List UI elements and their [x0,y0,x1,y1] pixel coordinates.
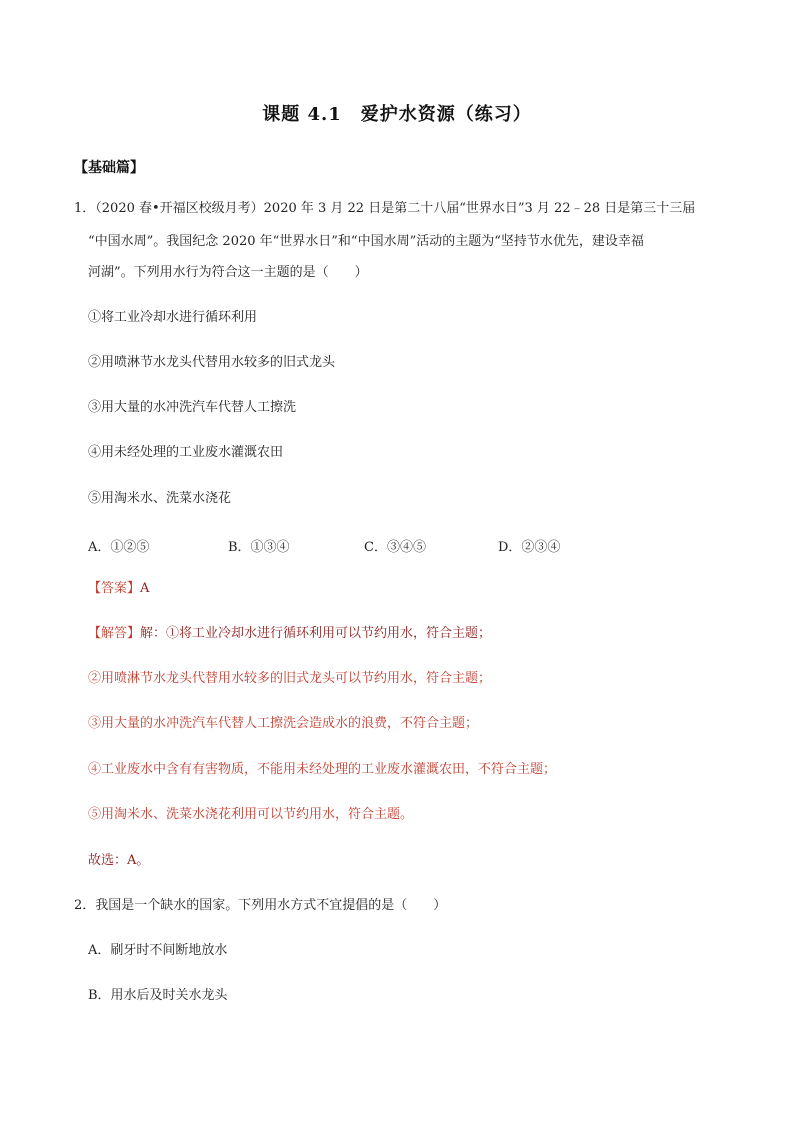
section-heading-basic: 【基础篇】 [74,160,144,176]
analysis-label: 【解答】 [88,626,141,641]
choice-a: A．①②⑤ [88,540,150,555]
analysis-line-2: ②用喷淋节水龙头代替用水较多的旧式龙头可以节约用水，符合主题； [88,671,492,686]
analysis-line-3: ③用大量的水冲洗汽车代替人工擦洗会造成水的浪费，不符合主题； [88,716,479,731]
question-2-choice-b: B．用水后及时关水龙头 [88,988,228,1003]
question-1-choices [88,536,648,554]
question-2-choice-a: A．刷牙时不间断地放水 [88,943,228,958]
choice-b: B．①③④ [228,540,290,555]
question-2-stem: 2．我国是一个缺水的国家。下列用水方式不宜提倡的是（ ） [74,898,447,913]
question-1-statement-5: ⑤用淘米水、洗菜水浇花 [88,491,232,506]
analysis-first-line: 解：①将工业冷却水进行循环利用可以节约用水，符合主题； [140,626,492,641]
analysis-conclusion: 故选：A。 [88,853,150,868]
analysis-line-4: ④工业废水中含有有害物质，不能用未经处理的工业废水灌溉农田，不符合主题； [88,762,557,777]
analysis-row [88,626,491,642]
question-1-stem-line-2: “中国水周”。我国纪念 2020 年“世界水日”和“中国水周”活动的主题为“坚持节水优先，建设幸福 [88,234,644,249]
question-1-statement-1: ①将工业冷却水进行循环利用 [88,310,258,325]
question-1-statement-4: ④用未经处理的工业废水灌溉农田 [88,445,284,460]
question-1-stem-line-1: 1．（2020 春•开福区校级月考）2020 年 3 月 22 日是第二十八届“世界水日”3 月 22﹣28 日是第三十三届 [74,201,696,216]
answer-label: 【答案】 [88,581,141,596]
question-1-stem-line-3: 河湖”。下列用水行为符合这一主题的是（ ） [88,265,368,280]
choice-c: C．③④⑤ [364,540,426,555]
choice-d: D．②③④ [498,540,561,555]
page-title: 课题 4.1 爱护水资源（练习） [262,104,532,125]
analysis-line-5: ⑤用淘米水、洗菜水浇花利用可以节约用水，符合主题。 [88,807,414,822]
question-1-statement-3: ③用大量的水冲洗汽车代替人工擦洗 [88,400,297,415]
answer-value: A [140,581,150,596]
answer-row [88,581,149,597]
question-1-statement-2: ②用喷淋节水龙头代替用水较多的旧式龙头 [88,355,336,370]
